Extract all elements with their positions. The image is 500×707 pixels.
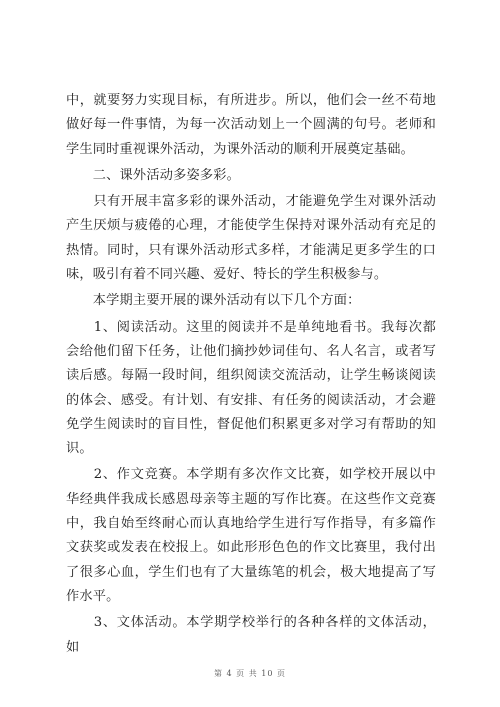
paragraph-reading-activity: 1、阅读活动。这里的阅读并不是单纯地看书。我每次都会给他们留下任务，让他们摘抄妙词佳句、名人名言，或者写读后感。每隔一段时间，组织阅读交流活动，让学生畅谈阅读的体会、感受。有计划、有安排、有任务的阅读活动，才会避免学生阅读时的盲目性，督促他们积累更多对学习有帮助的知识。 <box>66 319 436 457</box>
paragraph-sports-activity: 3、文体活动。本学期学校举行的各种各样的文体活动，如 <box>66 615 436 655</box>
paragraph-rich-activities: 只有开展丰富多彩的课外活动，才能避免学生对课外活动产生厌烦与疲倦的心理，才能使学生保持对课外活动有充足的热情。同时，只有课外活动形式多样，才能满足更多学生的口味，吸引有着不同兴趣、爱好、特长的学生积极参与。 <box>66 194 436 283</box>
section-heading-activities: 二、课外活动多姿多彩。 <box>66 167 241 183</box>
page-number-footer: 第 4 页 共 10 页 <box>214 669 286 678</box>
paragraph-intro-continuation: 中，就要努力实现目标，有所进步。所以，他们会一丝不苟地做好每一件事情，为每一次活动划上一个圆满的句号。老师和学生同时重视课外活动，为课外活动的顺利开展奠定基础。 <box>66 93 436 157</box>
document-body <box>66 89 436 660</box>
paragraph-semester-overview: 本学期主要开展的课外活动有以下几个方面： <box>66 293 361 309</box>
paragraph-essay-contest: 2、作文竞赛。本学期有多次作文比赛，如学校开展以中华经典伴我成长感恩母亲等主题的写作比赛。在这些作文竞赛中，我自始至终耐心而认真地给学生进行写作指导，有多篇作文获奖或发表在校报上。如此形形色色的作文比赛里，我付出了很多心血，学生们也有了大量练笔的机会，极大地提高了写作水平。 <box>66 467 436 604</box>
